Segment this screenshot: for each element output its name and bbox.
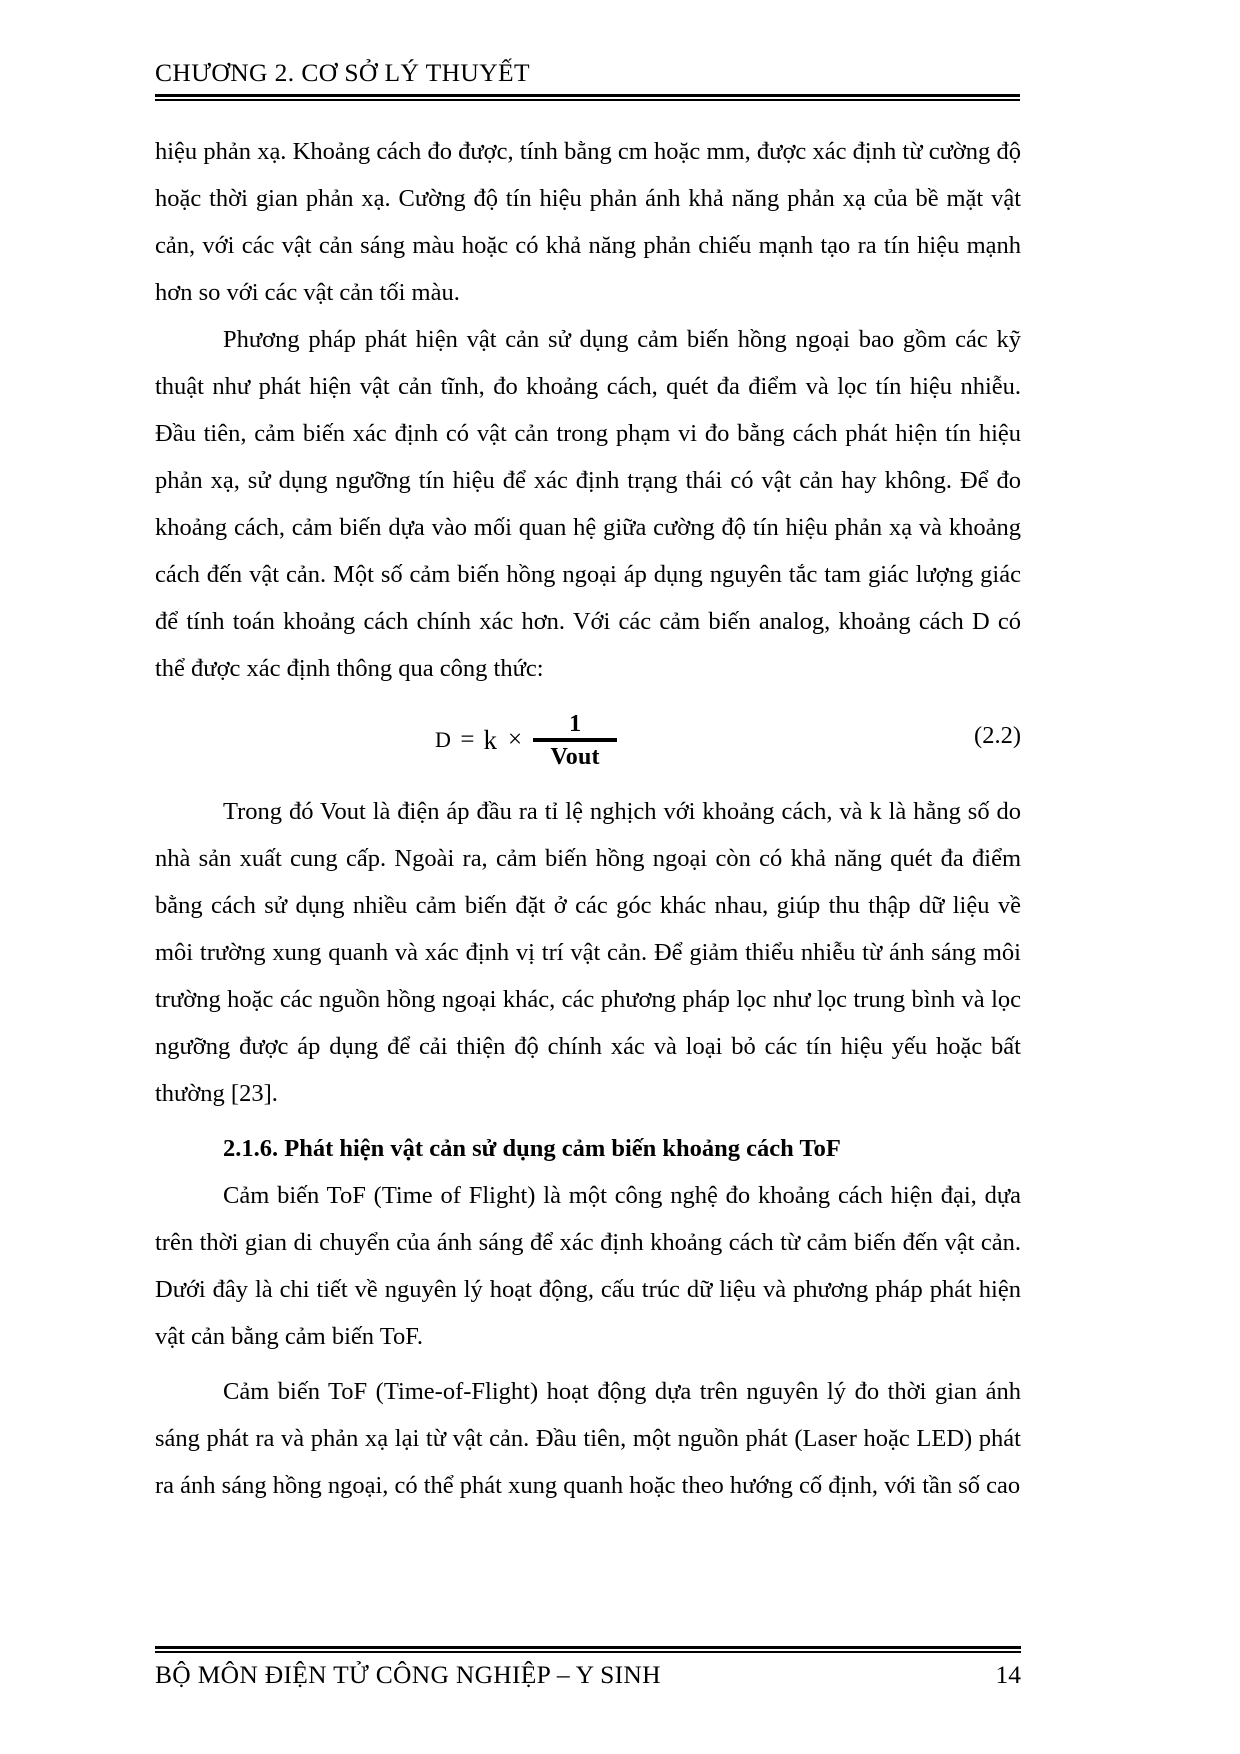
header-divider-rule [155, 94, 1020, 101]
equation-equals-sign: = [460, 726, 475, 753]
equation-lhs: D [435, 727, 452, 752]
paragraph-continuation: hiệu phản xạ. Khoảng cách đo được, tính bằng cm hoặc mm, được xác định từ cường độ hoặc thời gian phản xạ. Cường độ tín hiệu phản ánh khả năng phản xạ của bề mặt vật cản, với các vật cản sáng màu hoặc có khả năng phản chiếu mạnh tạo ra tín hiệu mạnh hơn so với các vật cản tối màu. [155, 138, 1021, 306]
paragraph-ir-methods: Phương pháp phát hiện vật cản sử dụng cảm biến hồng ngoại bao gồm các kỹ thuật như phát hiện vật cản tĩnh, đo khoảng cách, quét đa điểm và lọc tín hiệu nhiễu. Đầu tiên, cảm biến xác định có vật cản trong phạm vi đo bằng cách phát hiện tín hiệu phản xạ, sử dụng ngưỡng tín hiệu để xác định trạng thái có vật cản hay không. Để đo khoảng cách, cảm biến dựa vào mối quan hệ giữa cường độ tín hiệu phản xạ và khoảng cách đến vật cản. Một số cảm biến hồng ngoại áp dụng nguyên tắc tam giác lượng giác để tính toán khoảng cách chính xác hơn. Với các cảm biến analog, khoảng cách D có thể được xác định thông qua công thức: [155, 326, 1021, 682]
footer-divider-rule [155, 1646, 1021, 1653]
footer-page-number: 14 [995, 1660, 1021, 1689]
equation-formula [435, 712, 617, 769]
page-footer [155, 1646, 1021, 1690]
page-body [155, 128, 1021, 1509]
paragraph-tof-principle: Cảm biến ToF (Time-of-Flight) hoạt động dựa trên nguyên lý đo thời gian ánh sáng phát ra và phản xạ lại từ vật cản. Đầu tiên, một nguồn phát (Laser hoặc LED) phát ra ánh sáng hồng ngoại, có thể phát xung quanh hoặc theo hướng cố định, với tần số cao [155, 1378, 1021, 1499]
fraction-denominator: Vout [550, 743, 600, 770]
chapter-title: CHƯƠNG 2. CƠ SỞ LÝ THUYẾT [155, 58, 530, 87]
equation-multiply-sign: × [508, 726, 523, 753]
equation-fraction [533, 712, 617, 769]
page-header [155, 58, 1020, 101]
fraction-numerator: 1 [569, 710, 582, 737]
paragraph-tof-intro: Cảm biến ToF (Time of Flight) là một công nghệ đo khoảng cách hiện đại, dựa trên thời gian di chuyển của ánh sáng để xác định khoảng cách từ cảm biến đến vật cản. Dưới đây là chi tiết về nguyên lý hoạt động, cấu trúc dữ liệu và phương pháp phát hiện vật cản bằng cảm biến ToF. [155, 1182, 1021, 1350]
equation-coefficient-k: k [483, 724, 497, 755]
paragraph-vout-explanation: Trong đó Vout là điện áp đầu ra tỉ lệ nghịch với khoảng cách, và k là hằng số do nhà sản xuất cung cấp. Ngoài ra, cảm biến hồng ngoại còn có khả năng quét đa điểm bằng cách sử dụng nhiều cảm biến đặt ở các góc khác nhau, giúp thu thập dữ liệu về môi trường xung quanh và xác định vị trí vật cản. Để giảm thiểu nhiễu từ ánh sáng môi trường hoặc các nguồn hồng ngoại khác, các phương pháp lọc như lọc trung bình và lọc ngưỡng được áp dụng để cải thiện độ chính xác và loại bỏ các tín hiệu yếu hoặc bất thường [23]. [155, 798, 1021, 1107]
equation-block [155, 692, 1021, 788]
section-heading-2-1-6: 2.1.6. Phát hiện vật cản sử dụng cảm biến khoảng cách ToF [223, 1135, 841, 1162]
equation-number: (2.2) [974, 722, 1021, 749]
footer-department-name: BỘ MÔN ĐIỆN TỬ CÔNG NGHIỆP – Y SINH [155, 1660, 661, 1689]
